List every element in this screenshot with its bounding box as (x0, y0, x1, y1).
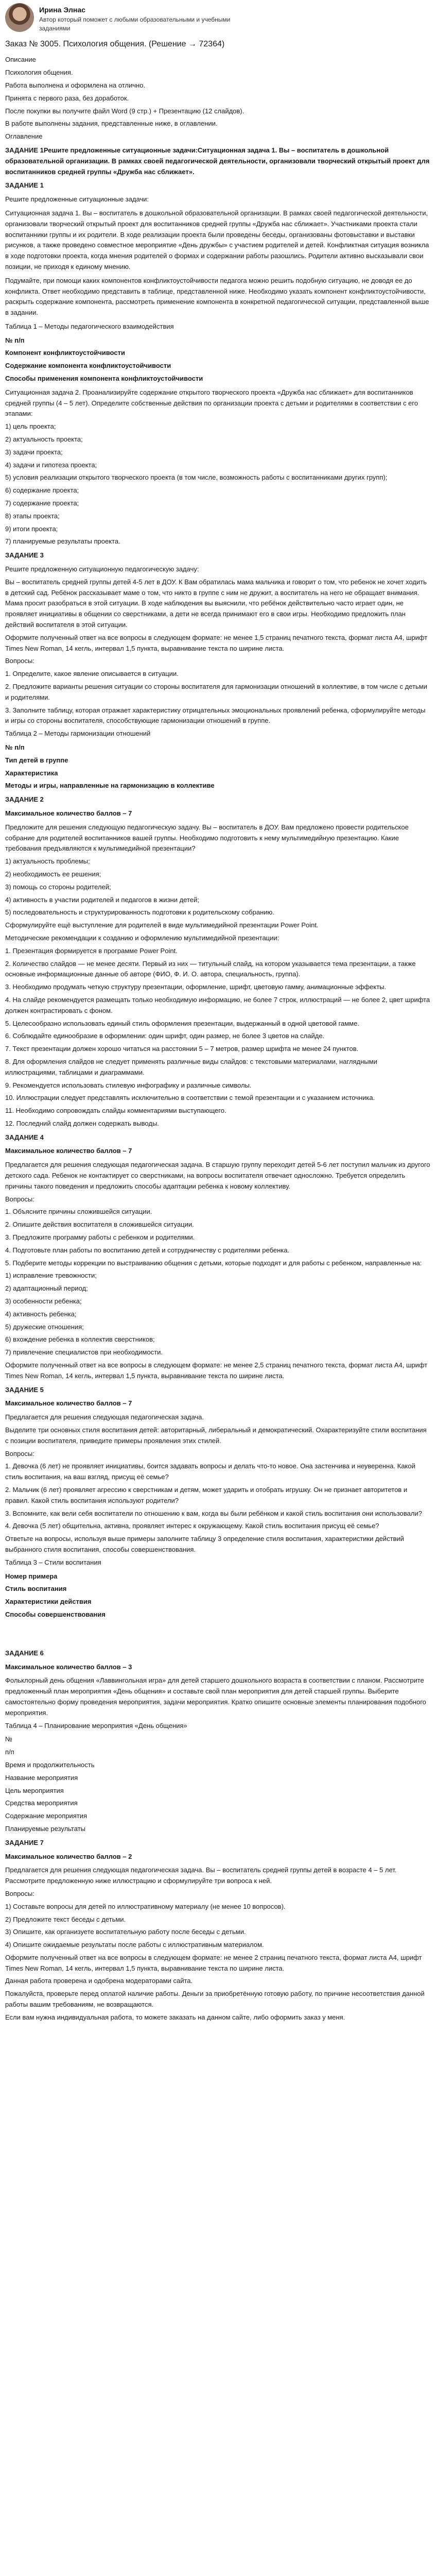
list-item: Таблица 3 – Стили воспитания (5, 1558, 101, 1566)
list-item: 4. Подготовьте план работы по воспитанию детей и сотрудничеству с родителями ребенка. (5, 1246, 290, 1254)
list-item: 3) особенности ребенка; (5, 1297, 82, 1306)
list-item: 4) активность ребенка; (5, 1310, 77, 1318)
list-item: 2) Предложите текст беседы с детьми. (5, 1915, 126, 1923)
order-meta-line: Описание (5, 56, 36, 64)
list-item: 1. Определите, какое явление описывается в ситуации. (5, 670, 179, 678)
author-bio: Автор который поможет с любыми образовательными и учебными заданиями (39, 16, 231, 32)
list-item: 4) активность в участии родителей и педагогов в жизни детей; (5, 895, 199, 904)
table-column-header: Содержание компонента конфликтоустойчивости (5, 362, 171, 370)
list-item: 2) актуальность проекта; (5, 435, 83, 444)
list-item: 6. Соблюдайте единообразие в оформлении: один шрифт, один размер, не более 3 цветов на слайде. (5, 1032, 325, 1040)
list-item: 1. Объясните причины сложившейся ситуации. (5, 1208, 152, 1216)
task1-paragraph: Ситуационная задача 1. Вы – воспитатель в дошкольной образовательной организации. В рамках своей педагогической деятельности, организовали творческий открытый проект для воспитанников средней группы «Дружба нас сближает». Участниками проекта стали воспитанники группы и их родители. В ходе реализации проекта были проведены беседы, организованы фотовыставки и выставки рисунков, а также проведено совместное мероприятие «День дружбы» с участием родителей и детей. Конфликтная ситуация возникла в ходе подготовки проекта, когда мнения родителей о формах и содержании работы разошлись. Родители активно высказывали свои позиции, не приходя к единому мнению. (5, 209, 429, 270)
list-item: Предлагается для решения следующая педагогическая задача. (5, 1413, 204, 1421)
table-column-header: Тип детей в группе (5, 756, 68, 764)
table-column-header: Способы применения компонента конфликтоустойчивости (5, 375, 203, 383)
table-column-header: Методы и игры, направленные на гармонизацию в коллективе (5, 782, 215, 790)
list-item: Предлагается для решения следующая педагогическая задача. Вы – воспитатель средней группы детей в возрасте 4 – 5 лет. Рассмотрите предложенную ниже иллюстрацию и сформулируйте три вопроса к ней. (5, 1866, 397, 1885)
list-item: 4. На слайде рекомендуется размещать только необходимую информацию, не более 7 строк, иллюстраций — не более 2, цвет шрифта должен контрастировать с фоном. (5, 995, 430, 1014)
task1-heading-long: ЗАДАНИЕ 1Решите предложенные ситуационные задачи:Ситуационная задача 1. Вы – воспитатель в дошкольной образовательной организации. В рамках своей педагогической деятельности, организовали творческий открытый проект для воспитанников средней группы «Дружба нас сближает». (5, 146, 430, 176)
list-item: 2. Предложите варианты решения ситуации со стороны воспитателя для гармонизации отношений в коллективе, в том числе с детьми и родителями. (5, 683, 427, 701)
list-item: Если вам нужна индивидуальная работа, то можете заказать на данном сайте, либо оформить заказ у меня. (5, 2013, 345, 2021)
task1-table-caption: Таблица 1 – Методы педагогического взаимодействия (5, 322, 174, 330)
spacer (5, 1623, 431, 1648)
table-column-header: Номер примера (5, 1572, 58, 1580)
list-item: 1. Презентация формируется в программе Power Point. (5, 946, 178, 955)
task1-intro: Решите предложенные ситуационные задачи: (5, 195, 149, 204)
list-item: Ответьте на вопросы, используя выше примеры заполните таблицу 3 определение стиля воспитания, характеристики действий выбранного стиля воспитания, способы совершенствования. (5, 1535, 404, 1553)
list-item: 8) этапы проекта; (5, 512, 60, 520)
list-item: Вопросы: (5, 1449, 34, 1458)
list-item: Ситуационная задача 2. Проанализируйте содержание открытого творческого проекта «Дружба нас сближает» для воспитанников средней группы (4 – 5 лет). Определите собственные действия по организации проекта с детьми и родителями в соответствии с его этапами: (5, 388, 418, 418)
list-item: Вопросы: (5, 657, 34, 665)
table-column-header: Компонент конфликтоустойчивости (5, 349, 125, 357)
list-item: Решите предложенную ситуационную педагогическую задачу: (5, 565, 199, 573)
list-item: Методические рекомендации к созданию и оформлению мультимедийной презентации: (5, 934, 280, 942)
table-column-header: п/п (5, 1748, 14, 1756)
list-item: 7. Текст презентации должен хорошо читаться на расстоянии 5 – 7 метров, размер шрифта не менее 24 пунктов. (5, 1045, 359, 1053)
list-item: 1) цель проекта; (5, 422, 56, 431)
list-item: 1. Девочка (6 лет) не проявляет инициативы, боится задавать вопросы и делать что-то новое. Она застенчива и неуверенна. Какой стиль воспитания, на ваш взгляд, присущ её семье? (5, 1462, 415, 1481)
task7-score: Максимальное количество баллов – 2 (5, 1852, 132, 1860)
task3-body (5, 564, 431, 739)
order-meta (5, 55, 431, 142)
task6-score: Максимальное количество баллов – 3 (5, 1663, 132, 1671)
table-column-header: Стиль воспитания (5, 1585, 67, 1593)
task6-heading: ЗАДАНИЕ 6 (5, 1649, 44, 1657)
task7-body (5, 1865, 431, 2023)
task1-paragraph: Подумайте, при помощи каких компонентов конфликтоустойчивости педагога можно решить подобную ситуацию, не доводя ее до конфликта. Ответ необходимо представить в таблице, представленной ниже. Необходимо указать компонент конфликтоустойчивости, раскрыть содержание компонента, рассмотреть применение компонента в конкретной педагогической ситуации, представленной выше в задании. (5, 276, 429, 317)
list-item: 6) вхождение ребенка в коллектив сверстников; (5, 1335, 155, 1344)
list-item: 2. Опишите действия воспитателя в сложившейся ситуации. (5, 1221, 194, 1229)
list-item: Вы – воспитатель средней группы детей 4-5 лет в ДОУ. К Вам обратилась мама мальчика и говорит о том, что ребенок не хочет ходить в детский сад. Ребёнок рассказывает маме о том, что никто в группе с ним не дружит, а воспитатель на него не обращает внимания. Мама просит разобраться в этой ситуации. В ходе наблюдения вы выяснили, что ребёнок действительно часто играет один, не проявляет инициативы в общении со сверстниками, а дети не всегда принимают его в свои игры. Необходимо предложить план действий воспитателя в этой ситуации. (5, 578, 427, 629)
table-column-header: Цель мероприятия (5, 1786, 64, 1794)
table-column-header: Способы совершенствования (5, 1610, 106, 1618)
list-item: Предлагается для решения следующая педагогическая задача. В старшую группу переходит детей 5-6 лет поступил мальчик из другого детского сада. Ребенок не контактирует со сверстниками, на вопросы воспитателя отвечает односложно. Требуется определить причины такого поведения и предложить способы адаптации ребенка к новому коллективу. (5, 1161, 430, 1190)
list-item: 4. Девочка (5 лет) общительна, активна, проявляет интерес к окружающему. Какой стиль воспитания присущ её семье? (5, 1522, 379, 1530)
table-column-header: № п/п (5, 336, 25, 344)
list-item: 1) актуальность проблемы; (5, 857, 90, 866)
table-column-header: № п/п (5, 743, 25, 751)
list-item: 9) итоги проекта; (5, 524, 58, 533)
list-item: 3. Необходимо продумать четкую структуру презентации, оформление, шрифт, цветовую гамму, анимационные эффекты. (5, 983, 387, 991)
task7-heading: ЗАДАНИЕ 7 (5, 1838, 44, 1846)
order-title: Заказ № 3005. Психология общения. (Решение → 72364) (5, 39, 225, 48)
list-item: Выделите три основных стиля воспитания детей: авторитарный, либеральный и демократический. Охарактеризуйте стили воспитания с позиции воспитателя, приведите примеры проявления этих стилей. (5, 1426, 427, 1445)
task1-table-columns (5, 335, 431, 384)
list-item: Вопросы: (5, 1889, 34, 1897)
list-item: 5) условия реализации открытого творческого проекта (в том числе, возможность работы с воспитанниками других групп); (5, 473, 388, 482)
list-item: 12. Последний слайд должен содержать выводы. (5, 1119, 159, 1127)
order-meta-line: Работа выполнена и оформлена на отлично. (5, 81, 146, 89)
task4-heading: ЗАДАНИЕ 4 (5, 1133, 44, 1141)
avatar[interactable] (5, 3, 34, 32)
list-item: 9. Рекомендуется использовать стилевую инфографику и различные символы. (5, 1081, 252, 1089)
list-item: 2) необходимость ее решения; (5, 870, 101, 878)
task2b-heading: ЗАДАНИЕ 2 (5, 795, 44, 804)
list-item: Таблица 2 – Методы гармонизации отношений (5, 730, 151, 738)
table-column-header: Планируемые результаты (5, 1824, 85, 1833)
list-item: Оформите полученный ответ на все вопросы в следующем формате: не менее 1,5 страниц печатного текста, формат листа А4, шрифт Times New Roman, 14 кегль, интервал 1,5 пункта, выравнивание текста по ширине листа. (5, 633, 428, 652)
list-item: 2) адаптационный период; (5, 1284, 88, 1293)
list-item: 7) привлечение специалистов при необходимости. (5, 1348, 163, 1357)
list-item: Фольклорный день общения «Лаввингольная игра» для детей старшего дошкольного возраста в соответствии с планом. Рассмотрите предложенный план мероприятия «День общения» и составьте свой план мероприятия для детей старшей группы. Выберите самостоятельно форму проведения мероприятия, задачи мероприятия. Кратко опишите основные элементы планирования подобного мероприятия. (5, 1676, 426, 1717)
list-item: 1) Составьте вопросы для детей по иллюстративному материалу (не менее 10 вопросов). (5, 1902, 286, 1910)
list-item: 2. Мальчик (6 лет) проявляет агрессию к сверстникам и детям, может ударить и отобрать игрушку. Он не признает авторитетов и правил. Какой стиль воспитания используют родители? (5, 1486, 408, 1504)
table-column-header: Характеристики действия (5, 1598, 92, 1606)
list-item: 8. Для оформления слайдов не следует применять различные виды слайдов: с текстовыми материалами, наглядными иллюстрациями, таблицами и диаграммами. (5, 1057, 377, 1076)
list-item: 10. Иллюстрации следует представлять исключительно в соответствии с темой презентации и с указанием источника. (5, 1094, 375, 1102)
task5-score: Максимальное количество баллов – 7 (5, 1399, 132, 1408)
list-item: 2. Количество слайдов — не менее десяти. Первый из них — титульный слайд, на котором указывается тема презентации, а также основные информационные данные об авторе (ФИО, Ф. И. О. автора, специальность, группа). (5, 959, 416, 978)
table-column-header: Время и продолжительность (5, 1760, 95, 1769)
order-meta-line: В работе выполнены задания, представленные ниже, в оглавлении. (5, 120, 218, 128)
task5-table-columns (5, 1571, 431, 1620)
list-item: 3) задачи проекта; (5, 448, 63, 456)
list-item: 6) содержание проекта; (5, 486, 79, 495)
author-header (5, 3, 431, 32)
list-item: 3) Опишите, как организуете воспитательную работу после беседы с детьми. (5, 1928, 246, 1936)
table-column-header: Характеристика (5, 769, 58, 777)
task5-body (5, 1412, 431, 1568)
list-item: 3. Заполните таблицу, которая отражает характеристику отрицательных эмоциональных проявлений ребенка, сформулируйте методы и игры со стороны воспитателя, способствующие гармонизации отношений в группе. (5, 706, 426, 725)
list-item: Оформите полученный ответ на все вопросы в следующем формате: не менее 2 страниц печатного текста, формат листа А4, шрифт Times New Roman, 14 кегль, интервал 1,5 пункта, выравнивание текста по ширине листа. (5, 1953, 422, 1972)
list-item: Таблица 4 – Планирование мероприятия «День общения» (5, 1721, 187, 1730)
list-item: 7) планируемые результаты проекта. (5, 537, 120, 546)
list-item: Пожалуйста, проверьте перед оплатой наличие работы. Деньги за приобретённую готовую работу, по причине несоответствия данной работы вашим требованиям, не возвращаются. (5, 1990, 425, 2009)
list-item: 3. Предложите программу работы с ребенком и родителями. (5, 1233, 195, 1242)
task2b-score: Максимальное количество баллов – 7 (5, 809, 132, 817)
task3-table-columns (5, 742, 431, 791)
order-meta-line: Оглавление (5, 132, 43, 141)
list-item: Данная работа проверена и одобрена модераторами сайта. (5, 1977, 193, 1985)
list-item: 5) последовательность и структурированность подготовки к родительскому собранию. (5, 908, 274, 917)
list-item: Предложите для решения следующую педагогическую задачу. Вы – воспитатель в ДОУ. Вам предложено провести родительское собрание для родителей воспитанников вашей группы. Необходимо подготовить к нему мультимедийную презентацию. Какие требования предъявляются к мультимедийной презентации? (5, 823, 409, 853)
list-item: 5. Подберите методы коррекции по выстраиванию общения с детьми, которые подходят и для работы с ребенком, направленные на: (5, 1259, 422, 1267)
task1-situation2 (5, 387, 431, 547)
order-meta-line: Принята с первого раза, без доработок. (5, 94, 129, 102)
table-column-header: Содержание мероприятия (5, 1812, 88, 1820)
list-item: 4) Опишите ожидаемые результаты после работы с иллюстративным материалом. (5, 1941, 264, 1949)
list-item: 7) содержание проекта; (5, 499, 79, 507)
task1-heading: ЗАДАНИЕ 1 (5, 181, 44, 190)
author-name[interactable]: Ирина Элнас (39, 6, 85, 14)
list-item: 1) исправление тревожности; (5, 1272, 97, 1280)
list-item: Оформите полученный ответ на все вопросы в следующем формате: не менее 2,5 страниц печатного текста, формат листа А4, шрифт Times New Roman, 14 кегль, интервал 1,5 пункта, выравнивание текста по ширине листа. (5, 1361, 428, 1380)
author-info (39, 3, 255, 32)
task4-body (5, 1160, 431, 1381)
list-item: Вопросы: (5, 1195, 34, 1203)
table-column-header: Название мероприятия (5, 1773, 78, 1782)
table-column-header: Средства мероприятия (5, 1799, 78, 1807)
list-item: 11. Необходимо сопровождать слайды комментариями выступающего. (5, 1107, 226, 1115)
list-item: 4) задачи и гипотеза проекта; (5, 461, 97, 469)
task6-body (5, 1675, 431, 1731)
list-item: 3. Вспомните, как вели себя воспитатели по отношению к вам, когда вы были ребёнком и какой стиль воспитания они использовали? (5, 1509, 422, 1517)
list-item: 3) помощь со стороны родителей; (5, 883, 111, 891)
task4-score: Максимальное количество баллов – 7 (5, 1147, 132, 1155)
list-item: Сформулируйте ещё выступление для родителей в виде мультимедийной презентации Power Point. (5, 921, 319, 929)
order-meta-line: После покупки вы получите файл Word (9 стр.) + Презентацию (12 слайдов). (5, 107, 245, 115)
list-item: 5) дружеские отношения; (5, 1323, 84, 1331)
task6-table-columns (5, 1734, 431, 1834)
table-column-header: № (5, 1735, 12, 1743)
order-meta-line: Психология общения. (5, 69, 73, 77)
task3-heading: ЗАДАНИЕ 3 (5, 551, 44, 560)
list-item: 5. Целесообразно использовать единый стиль оформления презентации, выдержанный в одной цветовой гамме. (5, 1019, 359, 1027)
task2b-body (5, 822, 431, 1129)
task5-heading: ЗАДАНИЕ 5 (5, 1385, 44, 1394)
